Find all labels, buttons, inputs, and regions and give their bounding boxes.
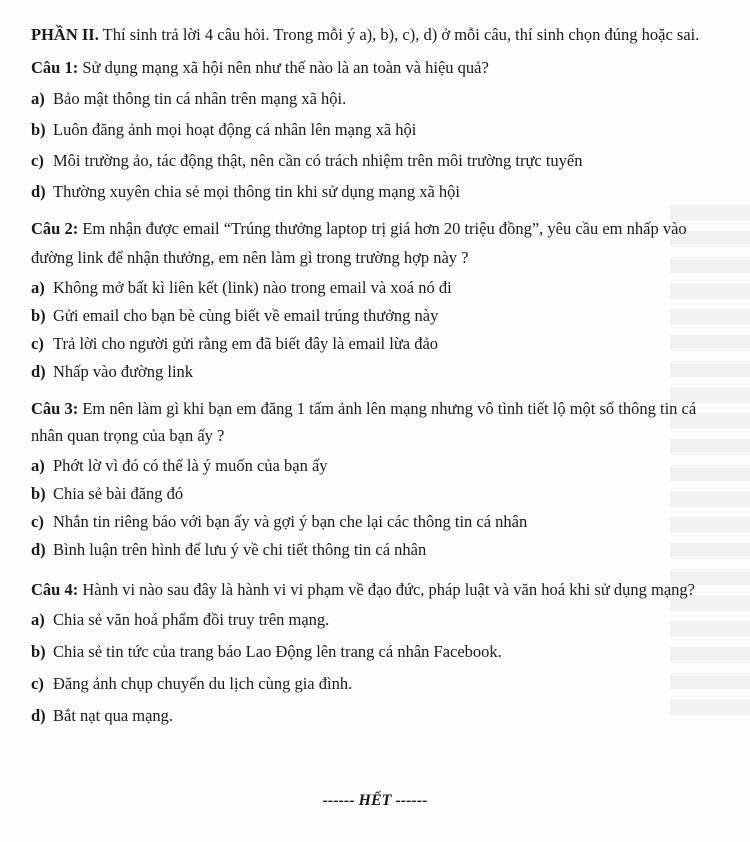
option-d[interactable] bbox=[31, 537, 721, 562]
option-text: Phớt lờ vì đó có thể là ý muốn của bạn ấy bbox=[53, 456, 328, 475]
option-text: Chia sẻ bài đăng đó bbox=[53, 484, 184, 503]
question-text: Em nên làm gì khi bạn em đăng 1 tấm ảnh lên mạng nhưng vô tình tiết lộ một số thông tin cá nhân quan trọng của bạn ấy ? bbox=[31, 399, 697, 445]
question-stem bbox=[31, 214, 721, 272]
option-b[interactable] bbox=[31, 303, 721, 328]
question-label: Câu 4: bbox=[31, 580, 79, 599]
question-3 bbox=[31, 395, 721, 562]
section-label: PHẦN II. bbox=[31, 25, 99, 44]
section-heading bbox=[31, 22, 721, 47]
option-letter: a) bbox=[31, 610, 45, 629]
option-text: Luôn đăng ảnh mọi hoạt động cá nhân lên mạng xã hội bbox=[53, 120, 417, 139]
option-text: Chia sẻ văn hoá phẩm đồi truy trên mạng. bbox=[53, 610, 330, 629]
end-marker: ------ HẾT ------ bbox=[322, 792, 428, 809]
option-text: Môi trường ảo, tác động thật, nên cần có trách nhiệm trên môi trường trực tuyến bbox=[53, 151, 583, 170]
option-b[interactable] bbox=[31, 117, 721, 142]
option-letter: b) bbox=[31, 120, 46, 139]
option-letter: b) bbox=[31, 642, 46, 661]
option-a[interactable] bbox=[31, 607, 721, 632]
option-a[interactable] bbox=[31, 453, 721, 478]
option-text: Gửi email cho bạn bè cùng biết về email trúng thưởng này bbox=[53, 306, 439, 325]
question-2 bbox=[31, 214, 721, 384]
question-stem bbox=[31, 55, 721, 80]
option-letter: b) bbox=[31, 306, 46, 325]
option-letter: a) bbox=[31, 278, 45, 297]
option-b[interactable] bbox=[31, 639, 721, 664]
option-c[interactable] bbox=[31, 671, 721, 696]
option-c[interactable] bbox=[31, 331, 721, 356]
option-letter: c) bbox=[31, 151, 44, 170]
question-text: Hành vi nào sau đây là hành vi vi phạm về đạo đức, pháp luật và văn hoá khi sử dụng mạng? bbox=[82, 580, 695, 599]
option-a[interactable] bbox=[31, 86, 721, 111]
option-d[interactable] bbox=[31, 703, 721, 728]
option-letter: b) bbox=[31, 484, 46, 503]
option-text: Chia sẻ tin tức của trang báo Lao Động lên trang cá nhân Facebook. bbox=[53, 642, 502, 661]
question-label: Câu 1: bbox=[31, 58, 79, 77]
question-text: Sử dụng mạng xã hội nên như thế nào là an toàn và hiệu quả? bbox=[82, 58, 489, 77]
question-text: Em nhận được email “Trúng thưởng laptop trị giá hơn 20 triệu đồng”, yêu cầu em nhấp vào đường link để nhận thưởng, em nên làm gì trong trường hợp này ? bbox=[31, 219, 687, 267]
section-instruction: Thí sinh trả lời 4 câu hỏi. Trong mỗi ý a), b), c), d) ở mỗi câu, thí sinh chọn đúng hoặc sai. bbox=[102, 25, 700, 44]
exam-page bbox=[31, 22, 721, 728]
question-label: Câu 3: bbox=[31, 399, 79, 418]
option-letter: c) bbox=[31, 512, 44, 531]
option-c[interactable] bbox=[31, 509, 721, 534]
option-letter: a) bbox=[31, 456, 45, 475]
question-label: Câu 2: bbox=[31, 219, 79, 238]
option-a[interactable] bbox=[31, 275, 721, 300]
question-stem bbox=[31, 574, 721, 605]
question-stem bbox=[31, 395, 721, 449]
option-letter: a) bbox=[31, 89, 45, 108]
option-text: Nhắn tin riêng báo với bạn ấy và gợi ý bạn che lại các thông tin cá nhân bbox=[53, 512, 528, 531]
option-d[interactable] bbox=[31, 179, 721, 204]
question-1 bbox=[31, 55, 721, 204]
option-text: Bắt nạt qua mạng. bbox=[53, 706, 174, 725]
option-text: Trả lời cho người gửi rằng em đã biết đây là email lừa đảo bbox=[53, 334, 439, 353]
option-text: Không mở bất kì liên kết (link) nào trong email và xoá nó đi bbox=[53, 278, 452, 297]
option-text: Đăng ảnh chụp chuyến du lịch cùng gia đình. bbox=[53, 674, 353, 693]
option-text: Thường xuyên chia sẻ mọi thông tin khi sử dụng mạng xã hội bbox=[53, 182, 460, 201]
option-letter: d) bbox=[31, 182, 46, 201]
option-letter: d) bbox=[31, 540, 46, 559]
option-c[interactable] bbox=[31, 148, 721, 173]
option-text: Bảo mật thông tin cá nhân trên mạng xã hội. bbox=[53, 89, 347, 108]
option-b[interactable] bbox=[31, 481, 721, 506]
option-d[interactable] bbox=[31, 359, 721, 384]
question-4 bbox=[31, 574, 721, 728]
option-letter: c) bbox=[31, 334, 44, 353]
option-text: Nhấp vào đường link bbox=[53, 362, 194, 381]
option-letter: d) bbox=[31, 362, 46, 381]
option-letter: c) bbox=[31, 674, 44, 693]
option-text: Bình luận trên hình để lưu ý về chi tiết thông tin cá nhân bbox=[53, 540, 427, 559]
option-letter: d) bbox=[31, 706, 46, 725]
